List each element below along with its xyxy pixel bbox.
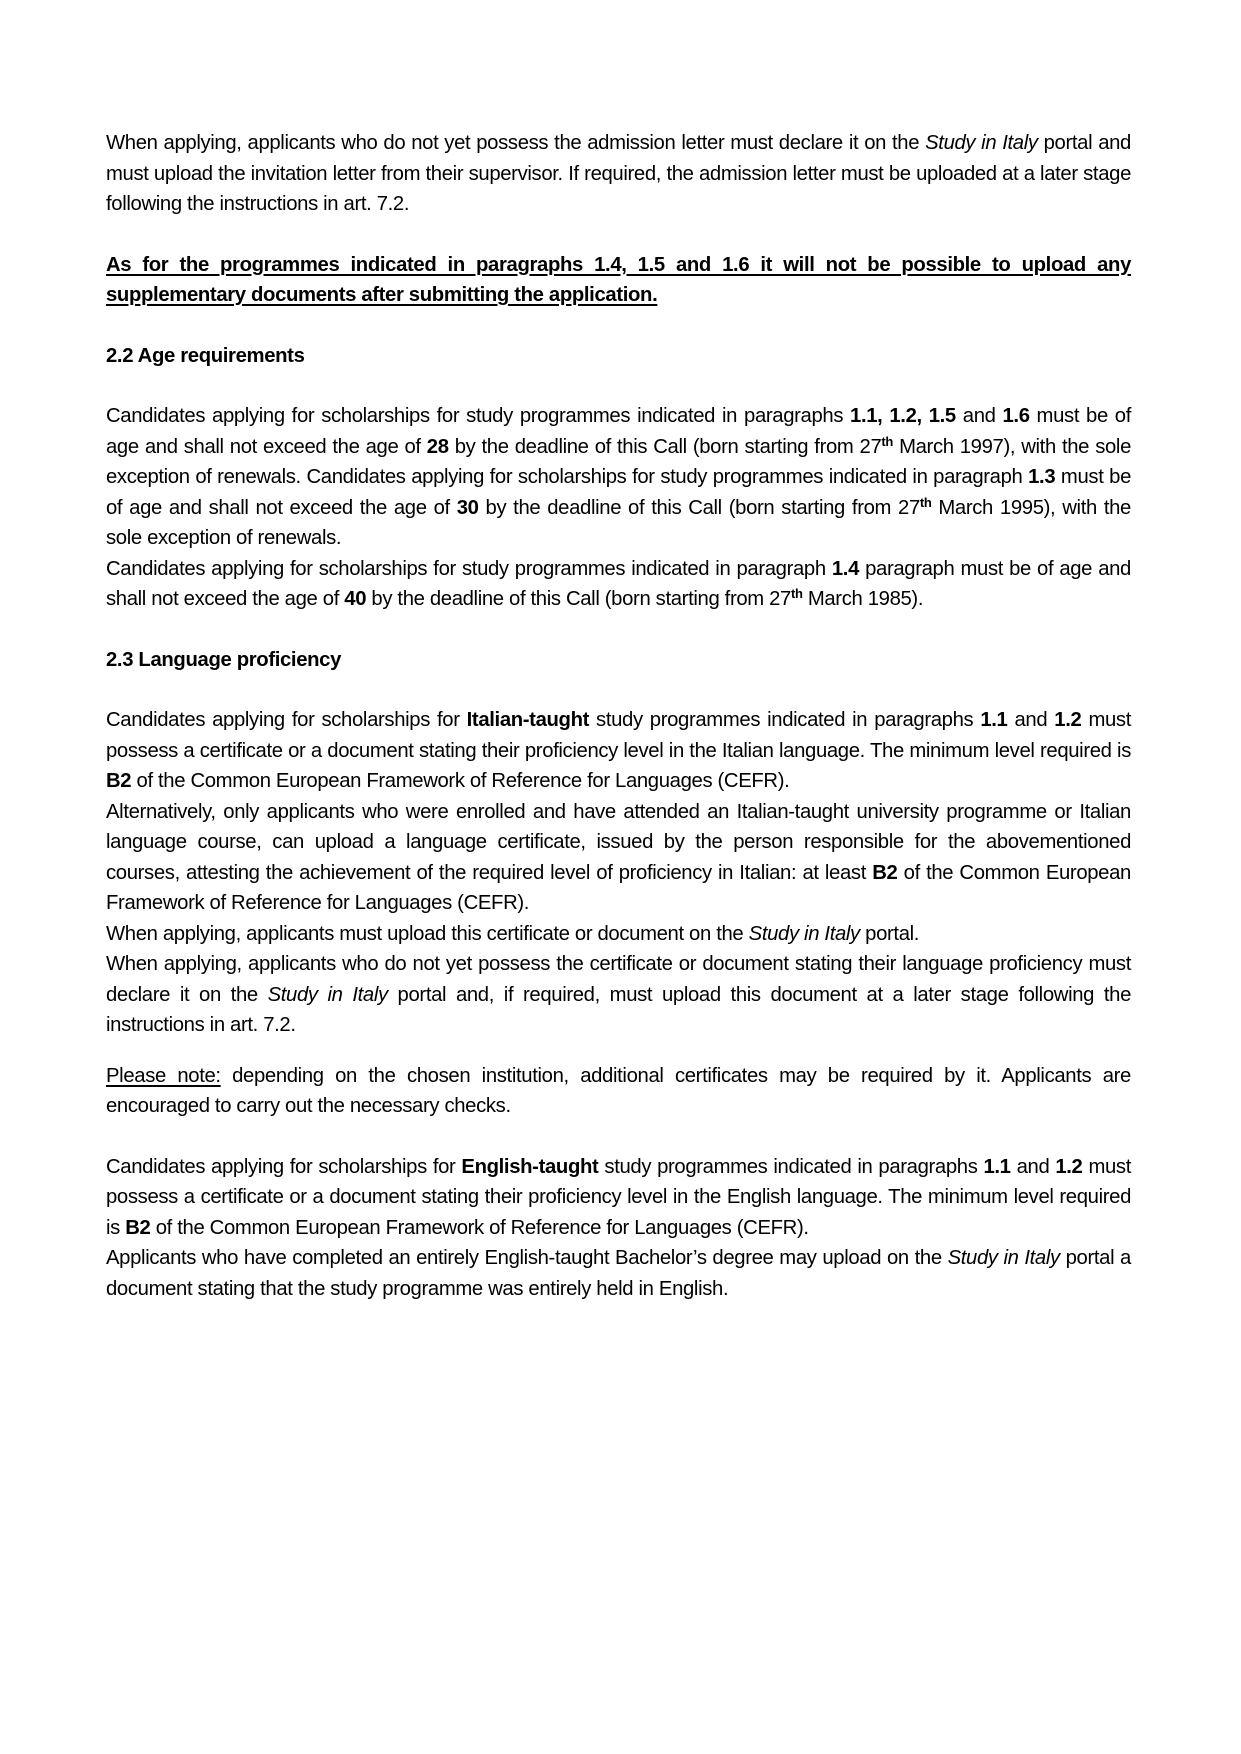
text-run: Candidates applying for scholarships for xyxy=(106,709,467,731)
document-page xyxy=(106,128,1131,1304)
section-2-3-heading xyxy=(106,645,1131,676)
age-requirements-paragraph-2 xyxy=(106,554,1131,615)
text-run: and xyxy=(1007,709,1055,731)
bold-text: English-taught xyxy=(461,1155,599,1178)
bold-text: 1.2 xyxy=(1055,1155,1083,1178)
section-2-2-heading xyxy=(106,341,1131,372)
text-run: must possess a certificate or a document stating their proficiency level in the English language. The minimum level required is xyxy=(106,1155,1131,1239)
text-run: paragraph must be of age and shall not exceed the age of xyxy=(106,557,1131,610)
text-run: Candidates applying for scholarships for xyxy=(106,1155,462,1178)
text-run: study programmes indicated in paragraphs xyxy=(598,1155,984,1178)
text-run: must be of age and shall not exceed the age of xyxy=(106,405,1132,458)
bold-text: 1.3 xyxy=(1028,466,1056,488)
text-run: Candidates applying for scholarships for study programmes indicated in paragraphs xyxy=(106,405,851,427)
bold-text: B2 xyxy=(106,770,132,792)
text-run: March 1985). xyxy=(802,588,924,610)
text-run: must possess a certificate or a document stating their proficiency level in the Italian language. The minimum level required is xyxy=(106,709,1132,762)
text-run: portal. xyxy=(859,922,920,945)
superscript-ordinal: th xyxy=(919,494,932,510)
bold-text: 1.2 xyxy=(1054,709,1082,731)
text-run: When applying, applicants must upload this certificate or document on the xyxy=(106,922,749,945)
text-run: and xyxy=(955,405,1003,427)
italic-text: Study in Italy xyxy=(267,983,388,1006)
text-run: of the Common European Framework of Reference for Languages (CEFR). xyxy=(106,861,1131,914)
text-run: Applicants who have completed an entirely English-taught Bachelor’s degree may upload on the xyxy=(106,1247,948,1269)
age-requirements-paragraph-1 xyxy=(106,401,1131,554)
text-run: 2.3 Language proficiency xyxy=(106,648,342,671)
text-run: depending on the chosen institution, additional certificates may be required by it. Applicants are encouraged to carry out the necessary checks. xyxy=(106,1064,1131,1117)
text-run: must be of age and shall not exceed the age of xyxy=(106,466,1131,519)
bold-underlined-text: As for the programmes indicated in paragraphs 1.4, 1.5 and 1.6 it will not be possible to upload any supplementary documents after submitting the application. xyxy=(106,253,1131,306)
italian-alternative-certificate xyxy=(106,797,1131,919)
text-run: When applying, applicants who do not yet possess the admission letter must declare it on the xyxy=(106,132,926,154)
bold-text: 1.6 xyxy=(1002,405,1030,427)
text-run: by the deadline of this Call (born starting from 27 xyxy=(478,496,920,519)
english-bachelor-exemption xyxy=(106,1243,1131,1304)
text-run: by the deadline of this Call (born starting from 27 xyxy=(448,435,882,458)
bold-text: 1.1 xyxy=(983,1155,1011,1178)
italic-text: Study in Italy xyxy=(748,922,860,945)
text-run: portal and must upload the invitation letter from their supervisor. If required, the admission letter must be uploaded at a later stage following the instructions in art. 7.2. xyxy=(106,132,1131,215)
superscript-ordinal: th xyxy=(881,433,893,449)
italic-text: Study in Italy xyxy=(925,132,1038,154)
text-run: portal a document stating that the study programme was entirely held in English. xyxy=(106,1247,1131,1300)
supplementary-documents-notice xyxy=(106,250,1131,311)
underlined-text: Please note: xyxy=(106,1064,221,1087)
upload-certificate-instruction xyxy=(106,919,1131,950)
text-run: by the deadline of this Call (born starting from 27 xyxy=(366,588,791,610)
bold-text: 1.1 xyxy=(980,709,1008,731)
text-run: March 1997), with the sole exception of renewals. Candidates applying for scholarships for study programmes indicated in paragraph xyxy=(106,435,1131,488)
declare-certificate-instruction xyxy=(106,949,1131,1041)
please-note-paragraph xyxy=(106,1061,1131,1122)
bold-text: Italian-taught xyxy=(466,709,590,731)
text-run: March 1995), with the sole exception of renewals. xyxy=(106,496,1131,549)
text-run: of the Common European Framework of Reference for Languages (CEFR). xyxy=(131,770,790,792)
text-run: portal and, if required, must upload this document at a later stage following the instructions in art. 7.2. xyxy=(106,983,1131,1036)
superscript-ordinal: th xyxy=(790,586,803,601)
text-run: study programmes indicated in paragraphs xyxy=(589,709,981,731)
bold-text: B2 xyxy=(125,1216,151,1239)
admission-letter-paragraph xyxy=(106,128,1131,220)
english-taught-requirement xyxy=(106,1152,1131,1244)
text-run: Candidates applying for scholarships for study programmes indicated in paragraph xyxy=(106,557,832,580)
text-run: and xyxy=(1010,1155,1056,1178)
text-run: of the Common European Framework of Reference for Languages (CEFR). xyxy=(150,1216,809,1239)
bold-text: 1.1, 1.2, 1.5 xyxy=(850,405,956,427)
text-run: Alternatively, only applicants who were enrolled and have attended an Italian-taught university programme or Italian language course, can upload a language certificate, issued by the person responsible for the abovementioned courses, attesting the achievement of the required level of proficiency in Italian: at least xyxy=(106,800,1131,884)
bold-text: 28 xyxy=(426,435,449,458)
bold-text: 1.4 xyxy=(831,557,860,580)
italic-text: Study in Italy xyxy=(947,1247,1060,1269)
bold-text: B2 xyxy=(872,861,898,884)
text-run: When applying, applicants who do not yet possess the certificate or document stating their language proficiency must declare it on the xyxy=(106,953,1131,1006)
italian-taught-requirement xyxy=(106,705,1131,797)
text-run: 2.2 Age requirements xyxy=(106,344,305,367)
bold-text: 40 xyxy=(344,588,367,610)
bold-text: 30 xyxy=(456,496,479,519)
